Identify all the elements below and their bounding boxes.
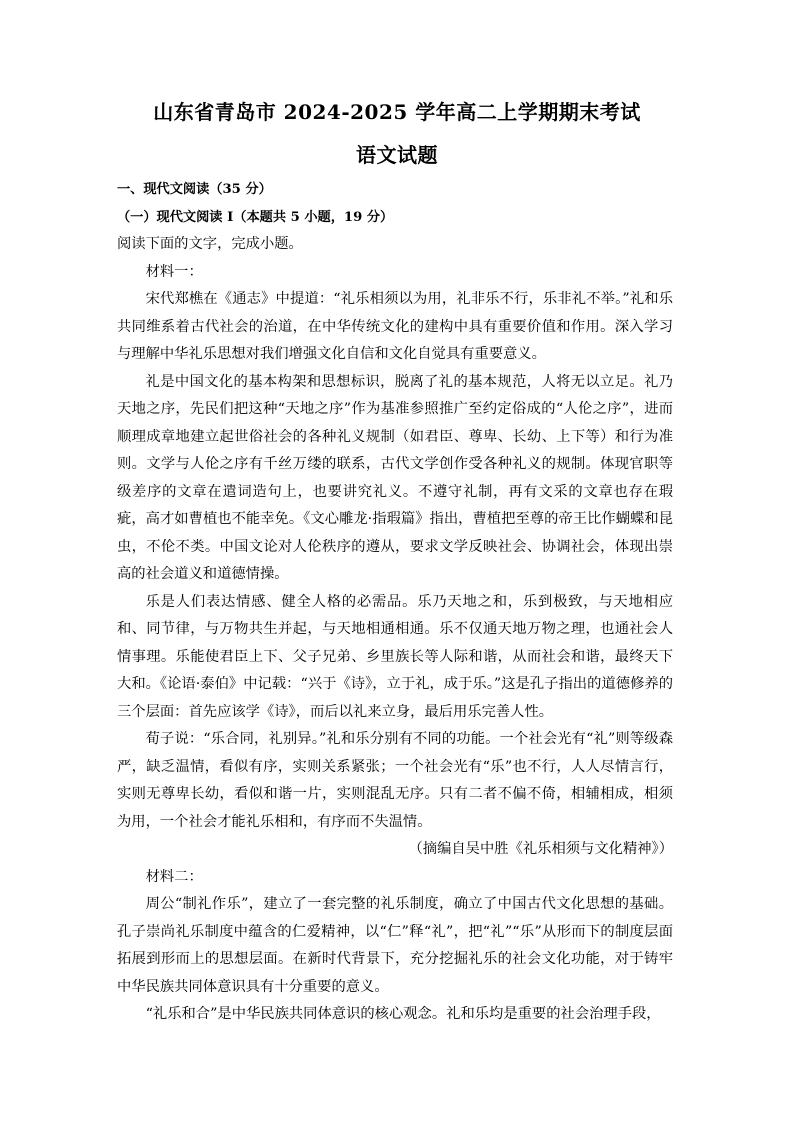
- material1-paragraph: 礼是中国文化的基本构架和思想标识，脱离了礼的基本规范，人将无以立足。礼乃天地之序，先民们把这种“天地之序”作为基准参照推广至约定俗成的“人伦之序”，进而顺理成章地建立起世俗社会的各种礼义规制（如君臣、尊卑、长幼、上下等）和行为准则。文学与人伦之序有千丝万缕的联系，古代文学创作受各种礼义的规制。体现官职等级差序的文章在遣词造句上，也要讲究礼义。不遵守礼制，再有文采的文章也存在瑕疵，高才如曹植也不能幸免。《文心雕龙·指瑕篇》指出，曹植把至尊的帝王比作蝴蝶和昆虫，不伦不类。中国文论对人伦秩序的遵从，要求文学反映社会、协调社会，体现出崇高的社会道义和道德情操。: [117, 373, 673, 582]
- document-title: 山东省青岛市 2024-2025 学年高二上学期期末考试: [153, 100, 641, 124]
- material1-source: （摘编自吴中胜《礼乐相须与文化精神》）: [408, 841, 673, 857]
- material2-label: 材料二：: [145, 868, 203, 885]
- subsection-heading: （一）现代文阅读 I（本题共 5 小题，19 分）: [117, 209, 394, 225]
- material1-label: 材料一：: [145, 263, 203, 280]
- material1-paragraph: 乐是人们表达情感、健全人格的必需品。乐乃天地之和，乐到极致，与天地相应和、同节律，与万物共生并起，与天地相通相通。乐不仅通天地万物之理，也通社会人情事理。乐能使君臣上下、父子兄弟、乡里族长等人际和谐，从而社会和谐，最终天下大和。《论语·泰伯》中记载：“兴于《诗》，立于礼，成于乐。”这是孔子指出的道德修养的三个层面：首先应该学《诗》，而后以礼来立身，最后用乐完善人性。: [117, 593, 673, 720]
- reading-instruction: 阅读下面的文字，完成小题。: [117, 236, 303, 252]
- document-body: [117, 176, 673, 1029]
- section-heading: 一、现代文阅读（35 分）: [117, 182, 272, 197]
- material1-paragraph: 宋代郑樵在《通志》中提道：“礼乐相须以为用，礼非乐不行，乐非礼不举。”礼和乐共同维系着古代社会的治道，在中华传统文化的建构中具有重要价值和作用。深入学习与理解中华礼乐思想对我们增强文化自信和文化自觉具有重要意义。: [117, 291, 673, 362]
- material2-paragraph: “礼乐和合”是中华民族共同体意识的核心观念。礼和乐均是重要的社会治理手段，: [145, 1006, 661, 1022]
- material2-paragraph: 周公“制礼作乐”，建立了一套完整的礼乐制度，确立了中国古代文化思想的基础。孔子崇尚礼乐制度中蕴含的仁爱精神，以“仁”释“礼”，把“礼”“乐”从形而下的制度层面拓展到形而上的思想层面。在新时代背景下，充分挖掘礼乐的社会文化功能，对于铸牢中华民族共同体意识具有十分重要的意义。: [117, 896, 673, 995]
- material1-paragraph: 荀子说：“乐合同，礼别异。”礼和乐分别有不同的功能。一个社会光有“礼”则等级森严，缺乏温情，看似有序，实则关系紧张；一个社会光有“乐”也不行，人人尽情言行，实则无尊卑长幼，看似和谐一片，实则混乱无序。只有二者不偏不倚，相辅相成，相须为用，一个社会才能礼乐相和，有序而不失温情。: [117, 731, 673, 830]
- document-subtitle: 语文试题: [356, 143, 438, 167]
